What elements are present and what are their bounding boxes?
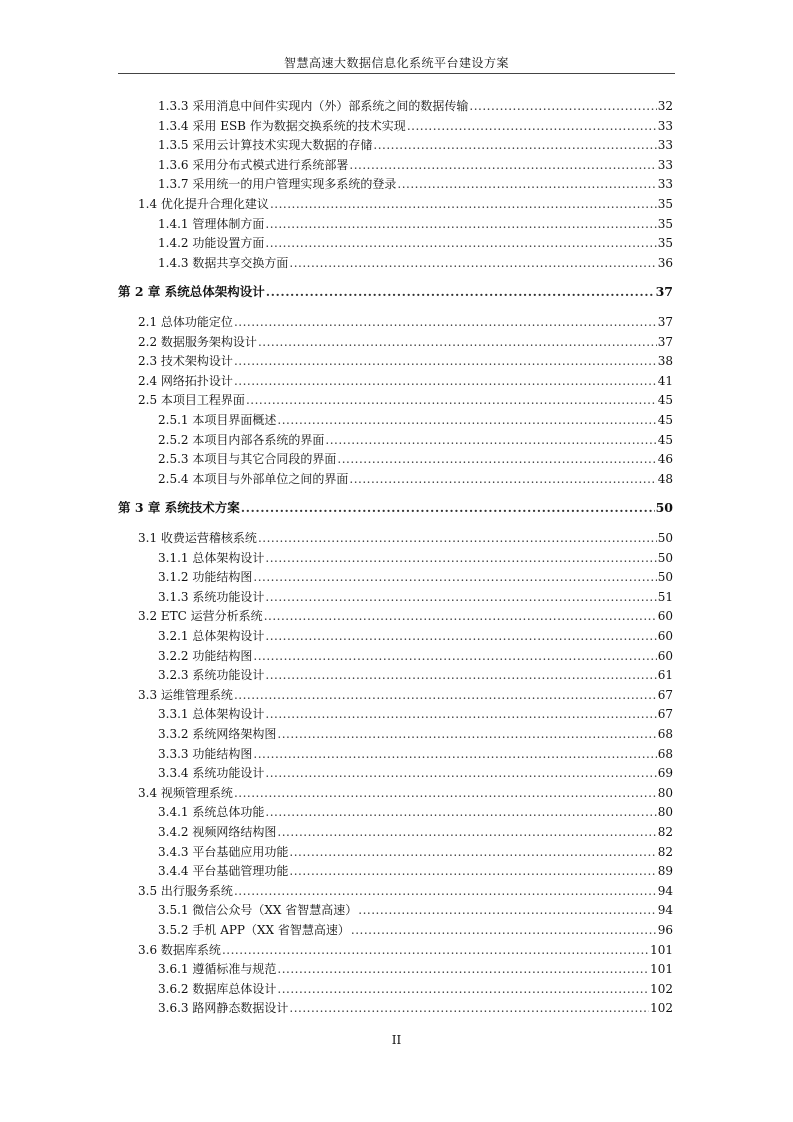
toc-entry-number: 3.5.1 <box>158 903 189 917</box>
toc-entry-title: 本项目与外部单位之间的界面 <box>192 472 349 486</box>
toc-entry-number: 1.4.2 <box>158 236 189 250</box>
toc-entry[interactable] <box>138 609 673 623</box>
dot-leader <box>234 374 657 388</box>
dot-leader <box>234 786 657 800</box>
toc-entry-title: 功能结构图 <box>192 649 253 663</box>
toc-entry-number: 2.5.1 <box>158 413 189 427</box>
dot-leader <box>265 766 656 780</box>
dot-leader <box>289 1001 649 1015</box>
toc-entry[interactable] <box>158 551 673 565</box>
toc-entry-label <box>158 982 276 996</box>
toc-entry-page: 36 <box>657 256 673 270</box>
toc-entry-label <box>158 668 264 682</box>
toc-entry-number: 3.5 <box>138 884 158 898</box>
toc-entry[interactable] <box>158 903 673 917</box>
toc-entry-number: 3.3.4 <box>158 766 189 780</box>
toc-entry[interactable] <box>158 590 673 604</box>
dot-leader <box>349 472 656 486</box>
toc-entry-page: 35 <box>657 197 673 211</box>
toc-entry-title: 数据库系统 <box>160 943 221 957</box>
dot-leader <box>258 335 657 349</box>
toc-entry-number: 3.1 <box>138 531 158 545</box>
toc-entry[interactable] <box>138 786 673 800</box>
toc-entry-number: 1.3.3 <box>158 99 189 113</box>
toc-entry[interactable] <box>158 805 673 819</box>
toc-entry-number: 3.4.3 <box>158 845 189 859</box>
toc-entry-title: 采用消息中间件实现内（外）部系统之间的数据传输 <box>192 99 469 113</box>
dot-leader <box>277 962 649 976</box>
dot-leader <box>265 629 656 643</box>
toc-entry-title: 系统功能设计 <box>192 668 265 682</box>
toc-entry[interactable] <box>158 629 673 643</box>
toc-entry-number: 3.1.3 <box>158 590 189 604</box>
toc-entry-label <box>138 197 269 211</box>
toc-entry-label <box>158 923 350 937</box>
toc-entry-label <box>138 374 233 388</box>
toc-entry[interactable] <box>158 452 673 466</box>
toc-entry-number: 3.2.2 <box>158 649 189 663</box>
toc-entry[interactable] <box>158 825 673 839</box>
toc-entry[interactable] <box>138 943 673 957</box>
toc-entry-label <box>158 472 348 486</box>
dot-leader <box>469 99 656 113</box>
toc-entry-number: 3.2.3 <box>158 668 189 682</box>
toc-entry[interactable] <box>158 119 673 133</box>
toc-entry-number: 2.5.4 <box>158 472 189 486</box>
dot-leader <box>407 119 657 133</box>
toc-entry[interactable] <box>158 433 673 447</box>
toc-chapter-entry[interactable] <box>118 285 673 299</box>
toc-entry[interactable] <box>138 197 673 211</box>
toc-entry-page: 32 <box>657 99 673 113</box>
toc-entry-label <box>158 119 406 133</box>
toc-entry-number: 3.5.2 <box>158 923 189 937</box>
toc-entry-page: 89 <box>657 864 673 878</box>
toc-entry[interactable] <box>158 668 673 682</box>
toc-entry-title: 平台基础管理功能 <box>192 864 289 878</box>
toc-entry[interactable] <box>158 1001 673 1015</box>
toc-entry[interactable] <box>138 374 673 388</box>
toc-entry-number: 3.2.1 <box>158 629 189 643</box>
toc-entry-label <box>158 452 336 466</box>
dot-leader <box>258 531 657 545</box>
toc-entry-number: 1.4 <box>138 197 158 211</box>
toc-entry[interactable] <box>158 472 673 486</box>
toc-entry-title: 数据共享交换方面 <box>192 256 289 270</box>
dot-leader <box>325 433 656 447</box>
toc-entry-title: 系统功能设计 <box>192 766 265 780</box>
toc-entry-page: 41 <box>657 374 673 388</box>
header-rule <box>118 73 675 74</box>
toc-entry-label <box>158 805 264 819</box>
toc-entry-title: 总体架构设计 <box>192 707 265 721</box>
toc-entry-page: 60 <box>657 609 673 623</box>
toc-entry-number: 2.5.3 <box>158 452 189 466</box>
toc-entry[interactable] <box>138 884 673 898</box>
dot-leader <box>265 668 656 682</box>
toc-entry-page: 50 <box>655 500 673 515</box>
toc-entry-page: 46 <box>657 452 673 466</box>
toc-entry-label <box>158 1001 288 1015</box>
toc-entry[interactable] <box>158 236 673 250</box>
toc-entry-title: 平台基础应用功能 <box>192 845 289 859</box>
toc-entry-title: 系统网络架构图 <box>192 727 277 741</box>
dot-leader <box>289 256 656 270</box>
dot-leader <box>265 217 656 231</box>
dot-leader <box>264 609 657 623</box>
toc-entry-label <box>158 433 324 447</box>
toc-entry-label <box>158 177 396 191</box>
toc-entry-number: 3.4.1 <box>158 805 189 819</box>
toc-entry-label <box>158 649 252 663</box>
toc-entry-page: 33 <box>657 158 673 172</box>
toc-entry[interactable] <box>158 766 673 780</box>
toc-entry-title: 优化提升合理化建议 <box>160 197 269 211</box>
toc-entry-label <box>138 315 233 329</box>
toc-entry-title: 本项目内部各系统的界面 <box>192 433 325 447</box>
toc-entry-label <box>158 236 264 250</box>
toc-entry-page: 67 <box>657 688 673 702</box>
toc-entry-label <box>158 864 288 878</box>
toc-entry-title: 功能设置方面 <box>192 236 265 250</box>
toc-entry-page: 45 <box>657 393 673 407</box>
toc-chapter-entry[interactable] <box>118 501 673 515</box>
toc-entry-title: 本项目工程界面 <box>160 393 245 407</box>
toc-entry[interactable] <box>138 688 673 702</box>
toc-entry-number: 1.4.3 <box>158 256 189 270</box>
toc-entry[interactable] <box>158 845 673 859</box>
toc-entry-label <box>158 590 264 604</box>
toc-entry-page: 37 <box>657 315 673 329</box>
toc-entry-page: 80 <box>657 786 673 800</box>
toc-entry-label <box>158 570 252 584</box>
toc-entry-title: 技术架构设计 <box>160 354 233 368</box>
toc-entry-title: 采用统一的用户管理实现多系统的登录 <box>192 177 397 191</box>
dot-leader <box>277 413 656 427</box>
toc-entry-number: 2.5.2 <box>158 433 189 447</box>
toc-entry-page: 101 <box>650 943 673 957</box>
toc-entry-page: 94 <box>657 903 673 917</box>
toc-entry-page: 38 <box>657 354 673 368</box>
dot-leader <box>241 501 655 515</box>
dot-leader <box>234 315 657 329</box>
toc-entry-page: 48 <box>657 472 673 486</box>
dot-leader <box>265 805 656 819</box>
toc-entry-page: 50 <box>657 531 673 545</box>
toc-entry-title: 系统技术方案 <box>164 500 240 515</box>
toc-entry-number: 3.4 <box>138 786 158 800</box>
toc-entry[interactable] <box>158 217 673 231</box>
toc-entry-title: 系统总体架构设计 <box>164 284 265 299</box>
toc-entry-label <box>158 138 372 152</box>
toc-entry-label <box>118 501 240 515</box>
toc-entry-page: 82 <box>657 825 673 839</box>
toc-entry[interactable] <box>158 649 673 663</box>
toc-entry-title: 数据库总体设计 <box>192 982 277 996</box>
toc-entry-label <box>158 158 348 172</box>
toc-entry-label <box>138 786 233 800</box>
toc-entry-page: 45 <box>657 433 673 447</box>
toc-entry-label <box>138 354 233 368</box>
dot-leader <box>234 884 657 898</box>
toc-entry-page: 61 <box>657 668 673 682</box>
toc-entry-page: 68 <box>657 727 673 741</box>
toc-entry[interactable] <box>158 923 673 937</box>
toc-entry-title: 运维管理系统 <box>160 688 233 702</box>
dot-leader <box>234 354 657 368</box>
toc-entry-number: 3.6.3 <box>158 1001 189 1015</box>
toc-entry-label <box>138 393 245 407</box>
toc-entry-title: 总体功能定位 <box>160 315 233 329</box>
toc-entry[interactable] <box>158 747 673 761</box>
toc-entry-title: ETC 运营分析系统 <box>160 609 263 623</box>
toc-entry-page: 33 <box>657 119 673 133</box>
toc-entry-page: 82 <box>657 845 673 859</box>
toc-entry-title: 微信公众号（XX 省智慧高速） <box>192 903 358 917</box>
dot-leader <box>266 285 655 299</box>
dot-leader <box>222 943 649 957</box>
toc-entry-label <box>158 747 252 761</box>
toc-entry-title: 总体架构设计 <box>192 551 265 565</box>
toc-entry[interactable] <box>158 707 673 721</box>
toc-entry-number: 3.6.2 <box>158 982 189 996</box>
toc-entry-label <box>158 551 264 565</box>
toc-entry-label <box>158 766 264 780</box>
dot-leader <box>358 903 656 917</box>
toc-entry-title: 总体架构设计 <box>192 629 265 643</box>
toc-entry-page: 69 <box>657 766 673 780</box>
toc-entry-title: 遵循标准与规范 <box>192 962 277 976</box>
toc-entry-number: 1.3.6 <box>158 158 189 172</box>
toc-entry[interactable] <box>138 335 673 349</box>
toc-entry-number: 第 3 章 <box>118 500 161 515</box>
toc-entry-label <box>138 688 233 702</box>
toc-entry-title: 收费运营稽核系统 <box>160 531 257 545</box>
toc-entry-title: 路网静态数据设计 <box>192 1001 289 1015</box>
toc-entry[interactable] <box>158 727 673 741</box>
toc-entry-number: 3.4.2 <box>158 825 189 839</box>
dot-leader <box>289 845 656 859</box>
toc-entry-title: 网络拓扑设计 <box>160 374 233 388</box>
toc-entry-page: 60 <box>657 649 673 663</box>
toc-entry-page: 45 <box>657 413 673 427</box>
toc-entry-title: 管理体制方面 <box>192 217 265 231</box>
toc-entry-title: 采用 ESB 作为数据交换系统的技术实现 <box>192 119 406 133</box>
toc-entry-number: 3.2 <box>138 609 158 623</box>
toc-entry-label <box>158 217 264 231</box>
dot-leader <box>337 452 656 466</box>
toc-entry-page: 50 <box>657 551 673 565</box>
dot-leader <box>253 747 656 761</box>
toc-entry-number: 3.4.4 <box>158 864 189 878</box>
toc-entry-page: 102 <box>650 982 673 996</box>
toc-entry-title: 系统总体功能 <box>192 805 265 819</box>
dot-leader <box>270 197 657 211</box>
dot-leader <box>277 825 656 839</box>
toc-entry[interactable] <box>158 413 673 427</box>
dot-leader <box>246 393 657 407</box>
toc-entry-title: 功能结构图 <box>192 747 253 761</box>
toc-entry-label <box>158 727 276 741</box>
toc-entry-label <box>158 845 288 859</box>
toc-entry-number: 2.4 <box>138 374 158 388</box>
toc-entry-title: 采用云计算技术实现大数据的存储 <box>192 138 373 152</box>
toc-entry-page: 94 <box>657 884 673 898</box>
dot-leader <box>277 982 649 996</box>
toc-entry-title: 采用分布式模式进行系统部署 <box>192 158 349 172</box>
toc-entry-page: 80 <box>657 805 673 819</box>
toc-entry-page: 102 <box>650 1001 673 1015</box>
toc-entry[interactable] <box>138 393 673 407</box>
dot-leader <box>289 864 656 878</box>
dot-leader <box>397 177 656 191</box>
toc-entry-label <box>158 629 264 643</box>
dot-leader <box>373 138 656 152</box>
dot-leader <box>277 727 656 741</box>
toc-entry-number: 1.3.4 <box>158 119 189 133</box>
toc-entry-number: 3.3.1 <box>158 707 189 721</box>
toc-entry-label <box>138 884 233 898</box>
dot-leader <box>253 649 656 663</box>
toc-entry-number: 3.3 <box>138 688 158 702</box>
dot-leader <box>265 236 656 250</box>
toc-entry-number: 3.1.2 <box>158 570 189 584</box>
toc-entry[interactable] <box>158 99 673 113</box>
toc-entry-number: 2.1 <box>138 315 158 329</box>
toc-entry-page: 33 <box>657 138 673 152</box>
toc-entry-page: 96 <box>657 923 673 937</box>
toc-entry-title: 视频网络结构图 <box>192 825 277 839</box>
toc-entry-page: 101 <box>650 962 673 976</box>
toc-entry-number: 2.2 <box>138 335 158 349</box>
toc-entry-label <box>138 335 257 349</box>
dot-leader <box>265 590 656 604</box>
toc-entry-number: 3.3.2 <box>158 727 189 741</box>
toc-entry-page: 60 <box>657 629 673 643</box>
toc-entry-title: 手机 APP（XX 省智慧高速） <box>192 923 350 937</box>
toc-entry-title: 出行服务系统 <box>160 884 233 898</box>
toc-entry-label <box>138 609 263 623</box>
toc-entry-number: 第 2 章 <box>118 284 161 299</box>
toc-entry[interactable] <box>158 158 673 172</box>
toc-entry-number: 3.3.3 <box>158 747 189 761</box>
toc-entry-label <box>158 256 288 270</box>
toc-entry[interactable] <box>138 315 673 329</box>
toc-entry[interactable] <box>158 138 673 152</box>
toc-entry[interactable] <box>158 864 673 878</box>
toc-entry[interactable] <box>138 354 673 368</box>
toc-entry-number: 2.3 <box>138 354 158 368</box>
toc-entry-page: 35 <box>657 236 673 250</box>
toc-entry-number: 1.4.1 <box>158 217 189 231</box>
toc-entry-number: 1.3.5 <box>158 138 189 152</box>
toc-entry-number: 2.5 <box>138 393 158 407</box>
toc-entry[interactable] <box>158 962 673 976</box>
toc-entry-page: 67 <box>657 707 673 721</box>
toc-entry-label <box>158 707 264 721</box>
toc-entry-page: 35 <box>657 217 673 231</box>
dot-leader <box>265 707 656 721</box>
toc-entry-page: 37 <box>655 284 673 299</box>
toc-entry-label <box>158 825 276 839</box>
dot-leader <box>265 551 656 565</box>
toc-entry-number: 1.3.7 <box>158 177 189 191</box>
toc-entry-title: 系统功能设计 <box>192 590 265 604</box>
toc-entry-label <box>118 285 265 299</box>
toc-entry-page: 37 <box>657 335 673 349</box>
toc-entry-title: 功能结构图 <box>192 570 253 584</box>
dot-leader <box>351 923 657 937</box>
toc-entry[interactable] <box>158 570 673 584</box>
toc-entry-page: 50 <box>657 570 673 584</box>
toc-entry[interactable] <box>158 982 673 996</box>
toc-entry-label <box>158 413 276 427</box>
toc-entry-label <box>138 531 257 545</box>
running-header: 智慧高速大数据信息化系统平台建设方案 <box>283 56 509 70</box>
page-number: II <box>391 1033 402 1047</box>
toc-entry-number: 3.6 <box>138 943 158 957</box>
toc-entry-page: 33 <box>657 177 673 191</box>
dot-leader <box>234 688 657 702</box>
toc-entry[interactable] <box>138 531 673 545</box>
toc-entry-number: 3.6.1 <box>158 962 189 976</box>
toc-entry-label <box>158 903 357 917</box>
toc-entry-title: 本项目与其它合同段的界面 <box>192 452 337 466</box>
toc-entry[interactable] <box>158 177 673 191</box>
dot-leader <box>253 570 656 584</box>
toc-entry[interactable] <box>158 256 673 270</box>
toc-entry-label <box>138 943 221 957</box>
toc-entry-title: 视频管理系统 <box>160 786 233 800</box>
toc-entry-title: 数据服务架构设计 <box>160 335 257 349</box>
dot-leader <box>349 158 656 172</box>
toc-entry-number: 3.1.1 <box>158 551 189 565</box>
toc-entry-title: 本项目界面概述 <box>192 413 277 427</box>
toc-entry-page: 51 <box>657 590 673 604</box>
toc-entry-label <box>158 99 468 113</box>
toc-entry-page: 68 <box>657 747 673 761</box>
toc-entry-label <box>158 962 276 976</box>
